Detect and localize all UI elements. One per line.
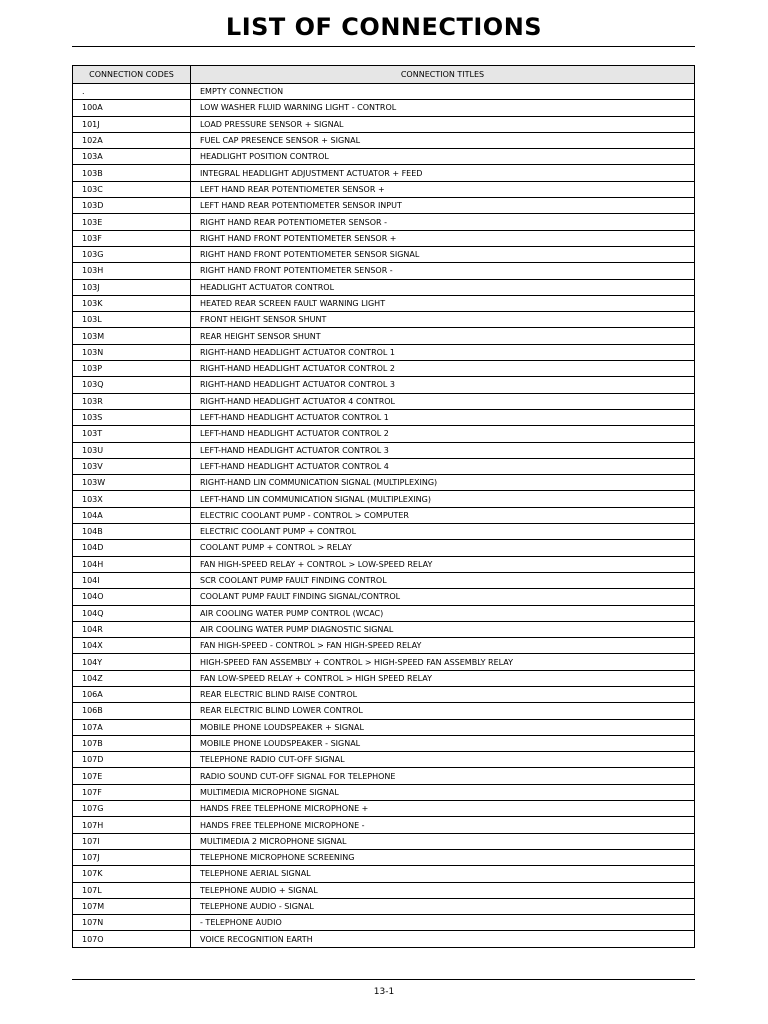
table-row	[73, 475, 695, 491]
connection-title-cell: COOLANT PUMP FAULT FINDING SIGNAL/CONTROL	[191, 589, 695, 605]
connection-code-cell: 104Y	[73, 654, 191, 670]
connection-title-cell: RIGHT HAND FRONT POTENTIOMETER SENSOR -	[191, 263, 695, 279]
table-row	[73, 621, 695, 637]
connection-title-cell: LEFT-HAND HEADLIGHT ACTUATOR CONTROL 4	[191, 458, 695, 474]
table-row	[73, 312, 695, 328]
connection-title-cell: TELEPHONE AUDIO + SIGNAL	[191, 882, 695, 898]
connection-title-cell: MULTIMEDIA 2 MICROPHONE SIGNAL	[191, 833, 695, 849]
connection-code-cell: 104R	[73, 621, 191, 637]
table-row	[73, 882, 695, 898]
table-row	[73, 654, 695, 670]
connection-code-cell: 107D	[73, 752, 191, 768]
table-body	[73, 84, 695, 948]
connection-title-cell: ELECTRIC COOLANT PUMP - CONTROL > COMPUTER	[191, 507, 695, 523]
connection-code-cell: 107K	[73, 866, 191, 882]
connection-title-cell: FAN HIGH-SPEED RELAY + CONTROL > LOW-SPEED RELAY	[191, 556, 695, 572]
connection-code-cell: 103M	[73, 328, 191, 344]
connection-title-cell: RIGHT-HAND HEADLIGHT ACTUATOR CONTROL 3	[191, 377, 695, 393]
connection-code-cell: 107M	[73, 898, 191, 914]
table-row	[73, 361, 695, 377]
connection-code-cell: 103B	[73, 165, 191, 181]
connection-title-cell: EMPTY CONNECTION	[191, 84, 695, 100]
table-header-row	[73, 66, 695, 84]
connection-title-cell: LEFT-HAND HEADLIGHT ACTUATOR CONTROL 1	[191, 409, 695, 425]
page-number: 13-1	[373, 987, 395, 997]
table-row	[73, 605, 695, 621]
connection-title-cell: HANDS FREE TELEPHONE MICROPHONE -	[191, 817, 695, 833]
connection-code-cell: 104H	[73, 556, 191, 572]
connection-title-cell: RIGHT-HAND LIN COMMUNICATION SIGNAL (MULTIPLEXING)	[191, 475, 695, 491]
connection-code-cell: 104X	[73, 638, 191, 654]
connection-code-cell: 103G	[73, 246, 191, 262]
table-row	[73, 801, 695, 817]
table-row	[73, 572, 695, 588]
connection-title-cell: SCR COOLANT PUMP FAULT FINDING CONTROL	[191, 572, 695, 588]
connection-code-cell: 107E	[73, 768, 191, 784]
table-row	[73, 589, 695, 605]
table-row	[73, 393, 695, 409]
connection-code-cell: 103L	[73, 312, 191, 328]
bottom-divider	[72, 979, 695, 980]
connection-title-cell: RIGHT HAND FRONT POTENTIOMETER SENSOR +	[191, 230, 695, 246]
table-row	[73, 931, 695, 947]
connection-title-cell: AIR COOLING WATER PUMP CONTROL (WCAC)	[191, 605, 695, 621]
table-row	[73, 524, 695, 540]
connection-code-cell: 103V	[73, 458, 191, 474]
connection-code-cell: 103S	[73, 409, 191, 425]
connection-code-cell: 103X	[73, 491, 191, 507]
connection-code-cell: 107L	[73, 882, 191, 898]
connection-title-cell: RIGHT-HAND HEADLIGHT ACTUATOR 4 CONTROL	[191, 393, 695, 409]
connection-title-cell: REAR HEIGHT SENSOR SHUNT	[191, 328, 695, 344]
connection-code-cell: 103P	[73, 361, 191, 377]
connection-code-cell: 103N	[73, 344, 191, 360]
table-row	[73, 670, 695, 686]
connection-code-cell: 103K	[73, 295, 191, 311]
table-row	[73, 491, 695, 507]
connection-code-cell: 103J	[73, 279, 191, 295]
table-row	[73, 409, 695, 425]
page-title: LIST OF CONNECTIONS	[225, 13, 543, 41]
table-row	[73, 507, 695, 523]
connection-title-cell: TELEPHONE AERIAL SIGNAL	[191, 866, 695, 882]
connection-title-cell: HEADLIGHT POSITION CONTROL	[191, 149, 695, 165]
table-row	[73, 246, 695, 262]
connection-title-cell: HIGH-SPEED FAN ASSEMBLY + CONTROL > HIGH-SPEED FAN ASSEMBLY RELAY	[191, 654, 695, 670]
connection-code-cell: 103C	[73, 181, 191, 197]
connection-code-cell: 107J	[73, 849, 191, 865]
column-header-titles: CONNECTION TITLES	[191, 66, 695, 84]
connection-title-cell: FRONT HEIGHT SENSOR SHUNT	[191, 312, 695, 328]
connection-title-cell: RADIO SOUND CUT-OFF SIGNAL FOR TELEPHONE	[191, 768, 695, 784]
connection-code-cell: 103R	[73, 393, 191, 409]
table-row	[73, 833, 695, 849]
connection-code-cell: 107B	[73, 735, 191, 751]
table-row	[73, 703, 695, 719]
connection-code-cell: 101J	[73, 116, 191, 132]
connection-code-cell: 104I	[73, 572, 191, 588]
table-row	[73, 638, 695, 654]
connection-title-cell: LEFT-HAND HEADLIGHT ACTUATOR CONTROL 2	[191, 426, 695, 442]
table-row	[73, 230, 695, 246]
connection-code-cell: 107A	[73, 719, 191, 735]
connection-title-cell: FUEL CAP PRESENCE SENSOR + SIGNAL	[191, 132, 695, 148]
table-row	[73, 116, 695, 132]
connection-code-cell: 104D	[73, 540, 191, 556]
table-row	[73, 165, 695, 181]
table-row	[73, 295, 695, 311]
table-row	[73, 100, 695, 116]
connection-code-cell: 103W	[73, 475, 191, 491]
connection-title-cell: MOBILE PHONE LOUDSPEAKER + SIGNAL	[191, 719, 695, 735]
table-row	[73, 149, 695, 165]
connection-code-cell: 107F	[73, 784, 191, 800]
table-row	[73, 442, 695, 458]
connection-title-cell: FAN LOW-SPEED RELAY + CONTROL > HIGH SPEED RELAY	[191, 670, 695, 686]
connection-code-cell: 103H	[73, 263, 191, 279]
connections-table	[72, 65, 695, 948]
connection-title-cell: RIGHT HAND REAR POTENTIOMETER SENSOR -	[191, 214, 695, 230]
connection-code-cell: 103F	[73, 230, 191, 246]
connection-title-cell: FAN HIGH-SPEED - CONTROL > FAN HIGH-SPEED RELAY	[191, 638, 695, 654]
table-row	[73, 540, 695, 556]
connection-code-cell: 107G	[73, 801, 191, 817]
table-row	[73, 817, 695, 833]
connection-code-cell: 104Z	[73, 670, 191, 686]
table-row	[73, 198, 695, 214]
connection-title-cell: COOLANT PUMP + CONTROL > RELAY	[191, 540, 695, 556]
connection-code-cell: 102A	[73, 132, 191, 148]
connection-title-cell: MOBILE PHONE LOUDSPEAKER - SIGNAL	[191, 735, 695, 751]
table-row	[73, 263, 695, 279]
table-row	[73, 719, 695, 735]
connection-title-cell: LEFT HAND REAR POTENTIOMETER SENSOR +	[191, 181, 695, 197]
connection-code-cell: .	[73, 84, 191, 100]
connection-title-cell: RIGHT-HAND HEADLIGHT ACTUATOR CONTROL 1	[191, 344, 695, 360]
table-row	[73, 279, 695, 295]
table-row	[73, 181, 695, 197]
top-divider	[72, 46, 695, 47]
connection-code-cell: 100A	[73, 100, 191, 116]
connection-title-cell: RIGHT HAND FRONT POTENTIOMETER SENSOR SIGNAL	[191, 246, 695, 262]
table-row	[73, 132, 695, 148]
table-row	[73, 768, 695, 784]
connection-code-cell: 107I	[73, 833, 191, 849]
table-row	[73, 84, 695, 100]
connection-title-cell: REAR ELECTRIC BLIND LOWER CONTROL	[191, 703, 695, 719]
connection-code-cell: 107N	[73, 915, 191, 931]
connection-code-cell: 107H	[73, 817, 191, 833]
connection-title-cell: VOICE RECOGNITION EARTH	[191, 931, 695, 947]
table-row	[73, 344, 695, 360]
connection-code-cell: 106B	[73, 703, 191, 719]
connection-code-cell: 103T	[73, 426, 191, 442]
connection-code-cell: 104Q	[73, 605, 191, 621]
table-row	[73, 328, 695, 344]
connection-title-cell: LEFT-HAND LIN COMMUNICATION SIGNAL (MULTIPLEXING)	[191, 491, 695, 507]
connection-title-cell: TELEPHONE MICROPHONE SCREENING	[191, 849, 695, 865]
connection-title-cell: LOW WASHER FLUID WARNING LIGHT - CONTROL	[191, 100, 695, 116]
connection-code-cell: 103U	[73, 442, 191, 458]
connection-title-cell: AIR COOLING WATER PUMP DIAGNOSTIC SIGNAL	[191, 621, 695, 637]
connection-code-cell: 104O	[73, 589, 191, 605]
connection-code-cell: 104A	[73, 507, 191, 523]
table-row	[73, 458, 695, 474]
connection-title-cell: TELEPHONE AUDIO - SIGNAL	[191, 898, 695, 914]
table-row	[73, 735, 695, 751]
connection-title-cell: REAR ELECTRIC BLIND RAISE CONTROL	[191, 686, 695, 702]
connection-code-cell: 104B	[73, 524, 191, 540]
connection-title-cell: ELECTRIC COOLANT PUMP + CONTROL	[191, 524, 695, 540]
table-row	[73, 915, 695, 931]
connection-title-cell: HANDS FREE TELEPHONE MICROPHONE +	[191, 801, 695, 817]
table-row	[73, 752, 695, 768]
table-row	[73, 898, 695, 914]
table-row	[73, 214, 695, 230]
connection-title-cell: LEFT-HAND HEADLIGHT ACTUATOR CONTROL 3	[191, 442, 695, 458]
connection-code-cell: 103D	[73, 198, 191, 214]
table-row	[73, 866, 695, 882]
table-row	[73, 849, 695, 865]
column-header-codes: CONNECTION CODES	[73, 66, 191, 84]
connection-code-cell: 106A	[73, 686, 191, 702]
table-row	[73, 784, 695, 800]
connection-code-cell: 103A	[73, 149, 191, 165]
table-row	[73, 556, 695, 572]
connection-title-cell: HEADLIGHT ACTUATOR CONTROL	[191, 279, 695, 295]
connection-title-cell: RIGHT-HAND HEADLIGHT ACTUATOR CONTROL 2	[191, 361, 695, 377]
table-row	[73, 426, 695, 442]
table-row	[73, 377, 695, 393]
connection-title-cell: HEATED REAR SCREEN FAULT WARNING LIGHT	[191, 295, 695, 311]
connection-title-cell: MULTIMEDIA MICROPHONE SIGNAL	[191, 784, 695, 800]
connection-code-cell: 103Q	[73, 377, 191, 393]
connection-title-cell: TELEPHONE RADIO CUT-OFF SIGNAL	[191, 752, 695, 768]
connection-code-cell: 103E	[73, 214, 191, 230]
connection-code-cell: 107O	[73, 931, 191, 947]
connection-title-cell: INTEGRAL HEADLIGHT ADJUSTMENT ACTUATOR + FEED	[191, 165, 695, 181]
table-row	[73, 686, 695, 702]
connection-title-cell: LOAD PRESSURE SENSOR + SIGNAL	[191, 116, 695, 132]
connection-title-cell: - TELEPHONE AUDIO	[191, 915, 695, 931]
connection-title-cell: LEFT HAND REAR POTENTIOMETER SENSOR INPUT	[191, 198, 695, 214]
